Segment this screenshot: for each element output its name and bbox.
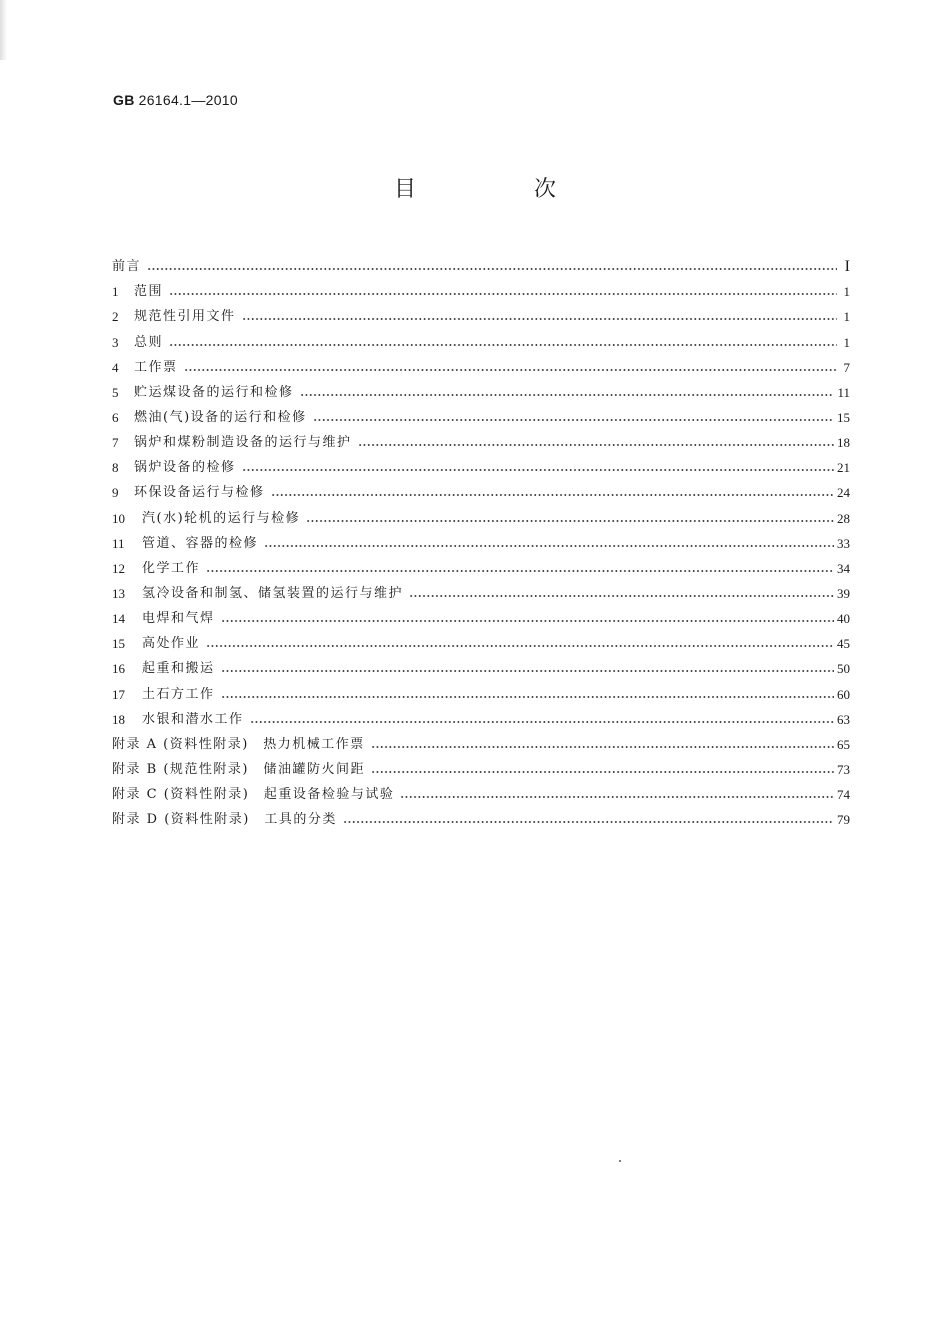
toc-entry[interactable] bbox=[112, 325, 850, 350]
toc-entry[interactable] bbox=[112, 401, 850, 426]
dot-leader bbox=[264, 544, 834, 548]
toc-entry[interactable] bbox=[112, 451, 850, 476]
dot-leader bbox=[250, 720, 834, 724]
dot-leader bbox=[147, 267, 837, 271]
toc-entry[interactable] bbox=[112, 577, 850, 602]
toc-entry-page: 33 bbox=[837, 535, 850, 551]
toc-entry-page: 11 bbox=[837, 384, 850, 400]
toc-entry[interactable] bbox=[112, 728, 850, 753]
toc-entry[interactable] bbox=[112, 602, 850, 627]
toc-entry[interactable] bbox=[112, 652, 850, 677]
toc-entry-page: 28 bbox=[837, 510, 850, 526]
dot-leader bbox=[271, 493, 834, 497]
toc-entry[interactable] bbox=[112, 426, 850, 451]
toc-entry-title: 范围 bbox=[134, 284, 164, 300]
dot-leader bbox=[371, 745, 834, 749]
toc-entry-title: 起重和搬运 bbox=[142, 661, 215, 677]
toc-entry[interactable] bbox=[112, 476, 850, 501]
toc-entry[interactable] bbox=[112, 275, 850, 300]
toc-entry[interactable] bbox=[112, 753, 850, 778]
toc-entry-page: 34 bbox=[837, 560, 850, 576]
dot-leader bbox=[313, 418, 834, 422]
dot-leader bbox=[206, 569, 834, 573]
toc-entry-title: 附录 C (资料性附录) 起重设备检验与试验 bbox=[112, 787, 395, 803]
toc-entry[interactable] bbox=[112, 778, 850, 803]
toc-entry-title: 规范性引用文件 bbox=[134, 309, 236, 325]
toc-entry-title: 水银和潜水工作 bbox=[142, 711, 244, 727]
toc-entry-page: 21 bbox=[837, 460, 850, 476]
dot-leader bbox=[371, 770, 834, 774]
toc-entry-number: 13 bbox=[112, 585, 125, 601]
dot-leader bbox=[206, 644, 834, 648]
toc-entry-number: 4 bbox=[112, 359, 119, 375]
toc-entry-title: 附录 A (资料性附录) 热力机械工作票 bbox=[112, 736, 365, 752]
toc-title: 目 次 bbox=[393, 177, 604, 202]
toc-entry-number: 2 bbox=[112, 309, 119, 325]
scan-edge-artifact bbox=[0, 0, 7, 60]
toc-entry[interactable] bbox=[112, 300, 850, 325]
toc-entry-title: 锅炉设备的检修 bbox=[134, 460, 236, 476]
dot-leader bbox=[221, 619, 834, 623]
toc-entry[interactable] bbox=[112, 552, 850, 577]
toc-entry-page: 15 bbox=[837, 409, 850, 425]
toc-entry[interactable] bbox=[112, 376, 850, 401]
toc-entry-title: 总则 bbox=[134, 334, 164, 350]
toc-entry-number: 7 bbox=[112, 435, 119, 451]
toc-entry-page: 65 bbox=[837, 736, 850, 752]
toc-entry-title: 管道、容器的检修 bbox=[142, 535, 259, 551]
dot-leader bbox=[242, 468, 834, 472]
dot-leader bbox=[343, 820, 834, 824]
toc-entry-title: 土石方工作 bbox=[142, 686, 215, 702]
toc-entry-title: 氢冷设备和制氢、储氢装置的运行与维护 bbox=[142, 585, 404, 601]
toc-entry-number: 15 bbox=[112, 636, 125, 652]
toc-entry-number: 16 bbox=[112, 661, 125, 677]
dot-leader bbox=[184, 368, 837, 372]
table-of-contents bbox=[112, 250, 850, 828]
toc-entry[interactable] bbox=[112, 803, 850, 828]
dot-leader bbox=[400, 795, 834, 799]
toc-entry-title: 燃油(气)设备的运行和检修 bbox=[134, 409, 307, 425]
toc-entry[interactable] bbox=[112, 703, 850, 728]
dot-leader bbox=[221, 669, 834, 673]
toc-entry-title: 前言 bbox=[112, 259, 142, 275]
toc-entry-number: 14 bbox=[112, 611, 125, 627]
dot-leader bbox=[358, 443, 834, 447]
toc-entry-number: 1 bbox=[112, 284, 119, 300]
toc-entry-page: 74 bbox=[837, 787, 850, 803]
dot-leader bbox=[306, 519, 834, 523]
toc-entry-number: 8 bbox=[112, 460, 119, 476]
toc-entry-page: 73 bbox=[837, 761, 850, 777]
toc-entry[interactable] bbox=[112, 250, 850, 275]
toc-entry-title: 高处作业 bbox=[142, 636, 201, 652]
toc-entry-page: I bbox=[844, 258, 850, 276]
dot-leader bbox=[242, 317, 837, 321]
toc-entry-title: 环保设备运行与检修 bbox=[134, 485, 265, 501]
toc-entry-page: 40 bbox=[837, 611, 850, 627]
toc-entry-page: 7 bbox=[843, 359, 850, 375]
toc-entry-title: 汽(水)轮机的运行与检修 bbox=[142, 510, 301, 526]
toc-entry[interactable] bbox=[112, 677, 850, 702]
toc-entry[interactable] bbox=[112, 501, 850, 526]
toc-entry-title: 化学工作 bbox=[142, 560, 201, 576]
toc-entry-page: 1 bbox=[843, 284, 850, 300]
toc-entry-page: 39 bbox=[837, 585, 850, 601]
toc-entry[interactable] bbox=[112, 627, 850, 652]
dot-leader bbox=[169, 343, 837, 347]
toc-entry-page: 60 bbox=[837, 686, 850, 702]
standard-number: 26164.1—2010 bbox=[138, 92, 238, 108]
toc-entry-number: 5 bbox=[112, 384, 119, 400]
toc-entry-title: 附录 D (资料性附录) 工具的分类 bbox=[112, 812, 337, 828]
standard-prefix: GB bbox=[113, 92, 135, 108]
toc-entry-number: 9 bbox=[112, 485, 119, 501]
toc-entry-title: 附录 B (规范性附录) 储油罐防火间距 bbox=[112, 761, 365, 777]
toc-entry-title: 锅炉和煤粉制造设备的运行与维护 bbox=[134, 435, 352, 451]
toc-entry-number: 17 bbox=[112, 686, 125, 702]
toc-entry-title: 贮运煤设备的运行和检修 bbox=[134, 384, 294, 400]
scan-speck bbox=[619, 1160, 621, 1162]
toc-entry[interactable] bbox=[112, 527, 850, 552]
toc-entry-page: 63 bbox=[837, 711, 850, 727]
toc-entry-title: 电焊和气焊 bbox=[142, 611, 215, 627]
toc-entry-title: 工作票 bbox=[134, 359, 178, 375]
standard-code bbox=[113, 92, 238, 108]
toc-entry-page: 1 bbox=[843, 309, 850, 325]
toc-entry-number: 10 bbox=[112, 510, 125, 526]
dot-leader bbox=[409, 594, 834, 598]
toc-entry-page: 18 bbox=[837, 435, 850, 451]
toc-entry-number: 11 bbox=[112, 535, 125, 551]
toc-entry-page: 45 bbox=[837, 636, 850, 652]
dot-leader bbox=[221, 695, 834, 699]
toc-entry-page: 24 bbox=[837, 485, 850, 501]
toc-entry-page: 50 bbox=[837, 661, 850, 677]
toc-entry-number: 6 bbox=[112, 409, 119, 425]
toc-entry-number: 18 bbox=[112, 711, 125, 727]
toc-entry-number: 3 bbox=[112, 334, 119, 350]
toc-entry-page: 1 bbox=[843, 334, 850, 350]
dot-leader bbox=[169, 292, 837, 296]
dot-leader bbox=[300, 393, 835, 397]
toc-entry-number: 12 bbox=[112, 560, 125, 576]
toc-entry-page: 79 bbox=[837, 812, 850, 828]
toc-entry[interactable] bbox=[112, 351, 850, 376]
